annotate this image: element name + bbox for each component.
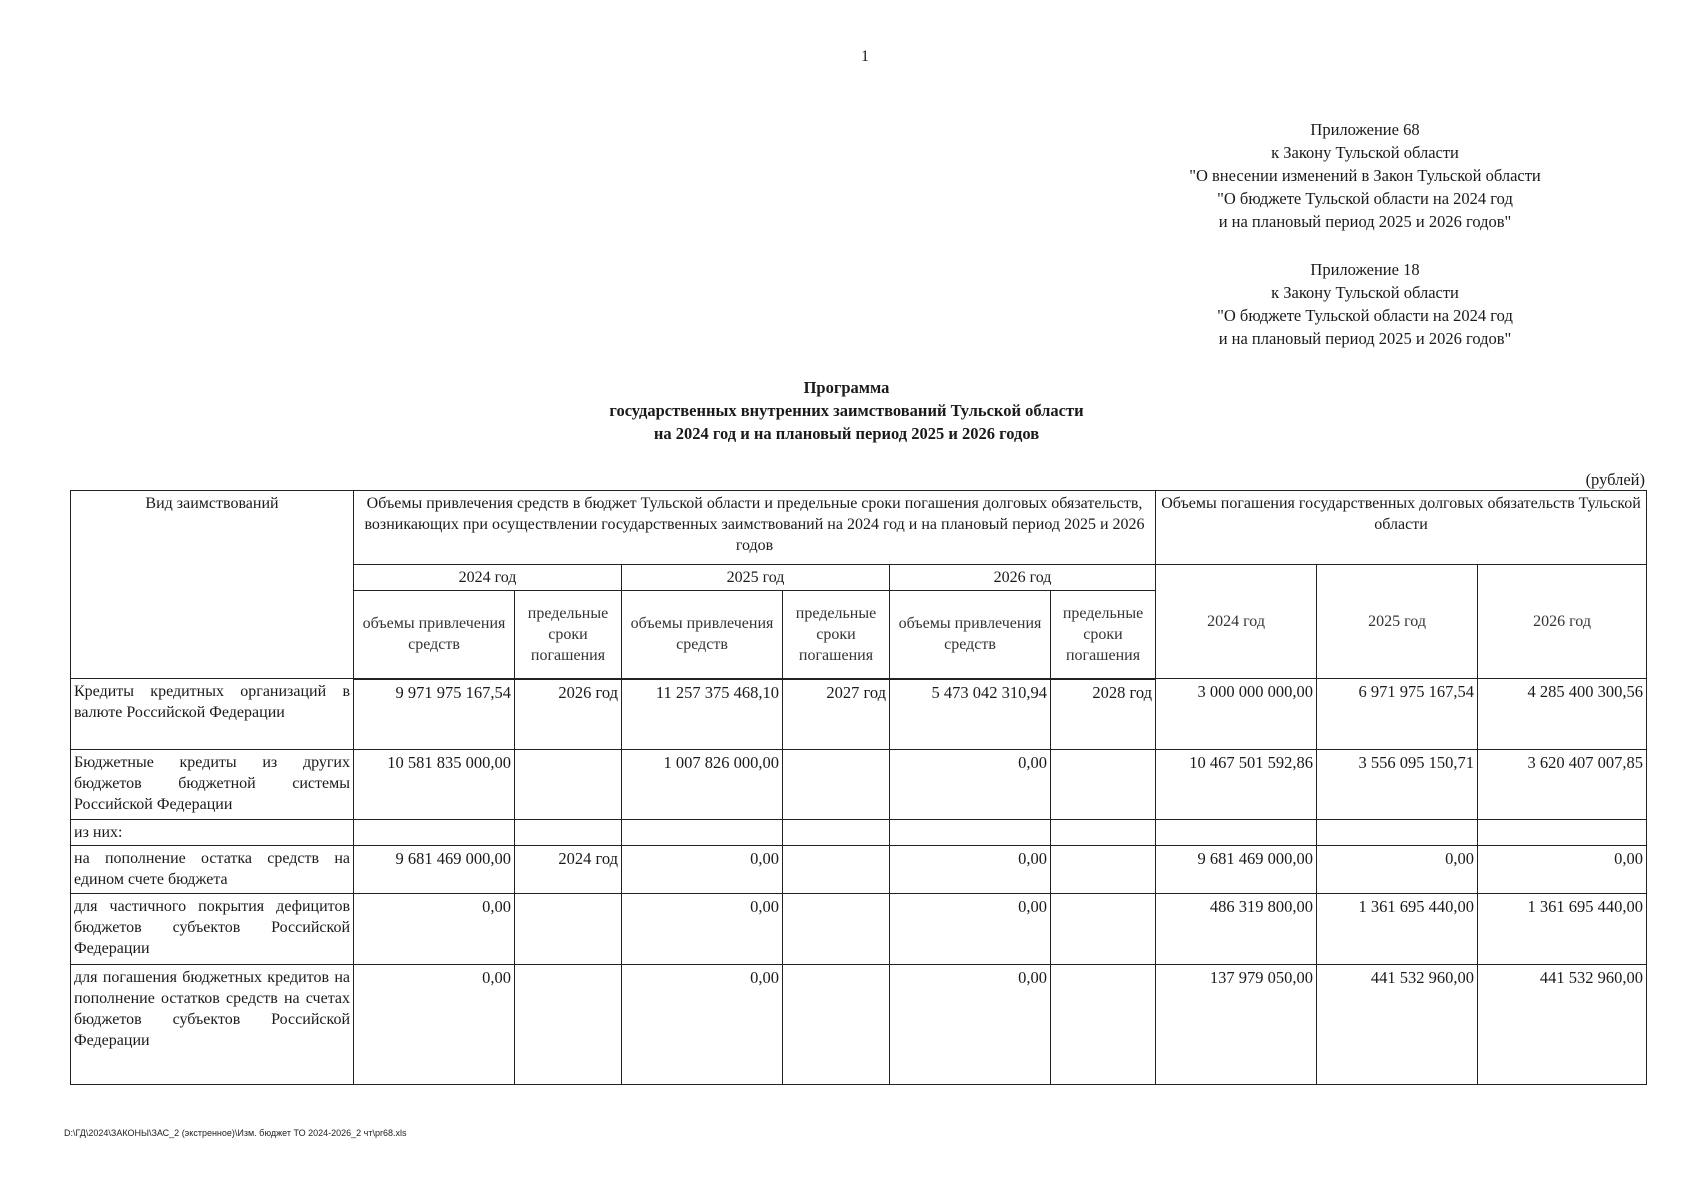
table-row — [71, 894, 1647, 965]
cell-term-2025 — [783, 965, 890, 1085]
table-row — [71, 750, 1647, 820]
appendix-line: к Закону Тульской области — [1271, 143, 1459, 162]
appendix-line: "О бюджете Тульской области на 2024 год — [1217, 189, 1513, 208]
cell-term-2025 — [783, 894, 890, 965]
appendix-line: Приложение 68 — [1310, 120, 1420, 139]
header-year-2025: 2025 год — [622, 565, 890, 591]
file-path-footer: D:\ГД\2024\ЗАКОНЫ\ЗАС_2 (экстренное)\Изм. бюджет ТО 2024-2026_2 чт\pr68.xls — [64, 1128, 407, 1138]
cell-term-2026 — [1051, 965, 1156, 1085]
cell-repayment-2026: 441 532 960,00 — [1478, 965, 1647, 1085]
cell-volume-2024 — [354, 820, 515, 846]
cell-volume-2025: 11 257 375 468,10 — [622, 679, 783, 750]
cell-repayment-2024: 137 979 050,00 — [1156, 965, 1317, 1085]
cell-term-2024 — [515, 820, 622, 846]
row-label: для частичного покрытия дефицитов бюджетов субъектов Российской Федерации — [71, 894, 354, 965]
row-label: Кредиты кредитных организаций в валюте Российской Федерации — [71, 679, 354, 750]
cell-volume-2024: 0,00 — [354, 894, 515, 965]
cell-volume-2025: 1 007 826 000,00 — [622, 750, 783, 820]
row-label: для погашения бюджетных кредитов на пополнение остатков средств на счетах бюджетов субъектов Российской Федерации — [71, 965, 354, 1085]
header-repayment-2026: 2026 год — [1478, 565, 1647, 679]
header-attraction-group: Объемы привлечения средств в бюджет Тульской области и предельные сроки погашения долговых обязательств, возникающих при осуществлении государственных заимствований на 2024 год и на плановый период 2025 и 2026 годов — [354, 491, 1156, 565]
header-borrowing-type: Вид заимствований — [71, 491, 354, 679]
header-repayment-group: Объемы погашения государственных долговых обязательств Тульской области — [1156, 491, 1647, 565]
cell-repayment-2024: 9 681 469 000,00 — [1156, 846, 1317, 894]
cell-term-2025: 2027 год — [783, 679, 890, 750]
header-term: предельные сроки погашения — [783, 591, 890, 679]
appendix-line: "О внесении изменений в Закон Тульской области — [1189, 166, 1541, 185]
cell-volume-2026: 0,00 — [890, 965, 1051, 1085]
cell-volume-2026: 0,00 — [890, 846, 1051, 894]
cell-term-2026 — [1051, 750, 1156, 820]
cell-term-2024 — [515, 965, 622, 1085]
cell-term-2024: 2026 год — [515, 679, 622, 750]
cell-repayment-2026: 0,00 — [1478, 846, 1647, 894]
cell-repayment-2025 — [1317, 820, 1478, 846]
cell-repayment-2024: 3 000 000 000,00 — [1156, 679, 1317, 750]
appendix-18-block — [1145, 258, 1585, 350]
header-term: предельные сроки погашения — [515, 591, 622, 679]
row-label: из них: — [71, 820, 354, 846]
cell-repayment-2026: 1 361 695 440,00 — [1478, 894, 1647, 965]
header-volume: объемы привлечения средств — [890, 591, 1051, 679]
cell-repayment-2025: 3 556 095 150,71 — [1317, 750, 1478, 820]
table-row — [71, 679, 1647, 750]
row-label: на пополнение остатка средств на едином счете бюджета — [71, 846, 354, 894]
table-row — [71, 846, 1647, 894]
cell-volume-2026: 0,00 — [890, 750, 1051, 820]
cell-volume-2025: 0,00 — [622, 894, 783, 965]
cell-volume-2026: 0,00 — [890, 894, 1051, 965]
cell-repayment-2024: 486 319 800,00 — [1156, 894, 1317, 965]
title-line: на 2024 год и на плановый период 2025 и 2026 годов — [653, 424, 1040, 443]
appendix-line: Приложение 18 — [1310, 260, 1420, 279]
cell-term-2024: 2024 год — [515, 846, 622, 894]
cell-term-2026 — [1051, 894, 1156, 965]
document-title — [0, 376, 1693, 445]
header-year-2026: 2026 год — [890, 565, 1156, 591]
cell-repayment-2026: 3 620 407 007,85 — [1478, 750, 1647, 820]
cell-term-2026: 2028 год — [1051, 679, 1156, 750]
cell-repayment-2025: 441 532 960,00 — [1317, 965, 1478, 1085]
cell-volume-2026 — [890, 820, 1051, 846]
appendix-68-block — [1145, 118, 1585, 233]
cell-term-2025 — [783, 846, 890, 894]
cell-repayment-2025: 6 971 975 167,54 — [1317, 679, 1478, 750]
cell-repayment-2025: 1 361 695 440,00 — [1317, 894, 1478, 965]
header-volume: объемы привлечения средств — [354, 591, 515, 679]
cell-volume-2024: 10 581 835 000,00 — [354, 750, 515, 820]
cell-volume-2024: 9 681 469 000,00 — [354, 846, 515, 894]
cell-repayment-2024: 10 467 501 592,86 — [1156, 750, 1317, 820]
cell-volume-2026: 5 473 042 310,94 — [890, 679, 1051, 750]
appendix-line: к Закону Тульской области — [1271, 283, 1459, 302]
appendix-line: и на плановый период 2025 и 2026 годов" — [1218, 329, 1512, 348]
cell-term-2025 — [783, 820, 890, 846]
cell-repayment-2025: 0,00 — [1317, 846, 1478, 894]
cell-repayment-2026: 4 285 400 300,56 — [1478, 679, 1647, 750]
cell-term-2024 — [515, 894, 622, 965]
table-row — [71, 965, 1647, 1085]
cell-term-2026 — [1051, 820, 1156, 846]
cell-term-2026 — [1051, 846, 1156, 894]
cell-term-2024 — [515, 750, 622, 820]
table-row — [71, 820, 1647, 846]
borrowing-program-table — [70, 490, 1647, 1085]
cell-volume-2025: 0,00 — [622, 846, 783, 894]
cell-volume-2025 — [622, 820, 783, 846]
title-line: Программа — [803, 378, 890, 397]
header-term: предельные сроки погашения — [1051, 591, 1156, 679]
cell-term-2025 — [783, 750, 890, 820]
header-year-2024: 2024 год — [354, 565, 622, 591]
row-label: Бюджетные кредиты из других бюджетов бюджетной системы Российской Федерации — [71, 750, 354, 820]
cell-repayment-2024 — [1156, 820, 1317, 846]
cell-repayment-2026 — [1478, 820, 1647, 846]
page-number: 1 — [861, 48, 869, 65]
units-label: (рублей) — [1585, 470, 1645, 489]
appendix-line: и на плановый период 2025 и 2026 годов" — [1218, 212, 1512, 231]
cell-volume-2024: 9 971 975 167,54 — [354, 679, 515, 750]
header-repayment-2024: 2024 год — [1156, 565, 1317, 679]
cell-volume-2025: 0,00 — [622, 965, 783, 1085]
header-volume: объемы привлечения средств — [622, 591, 783, 679]
cell-volume-2024: 0,00 — [354, 965, 515, 1085]
title-line: государственных внутренних заимствований Тульской области — [609, 401, 1084, 420]
header-repayment-2025: 2025 год — [1317, 565, 1478, 679]
appendix-line: "О бюджете Тульской области на 2024 год — [1217, 306, 1513, 325]
